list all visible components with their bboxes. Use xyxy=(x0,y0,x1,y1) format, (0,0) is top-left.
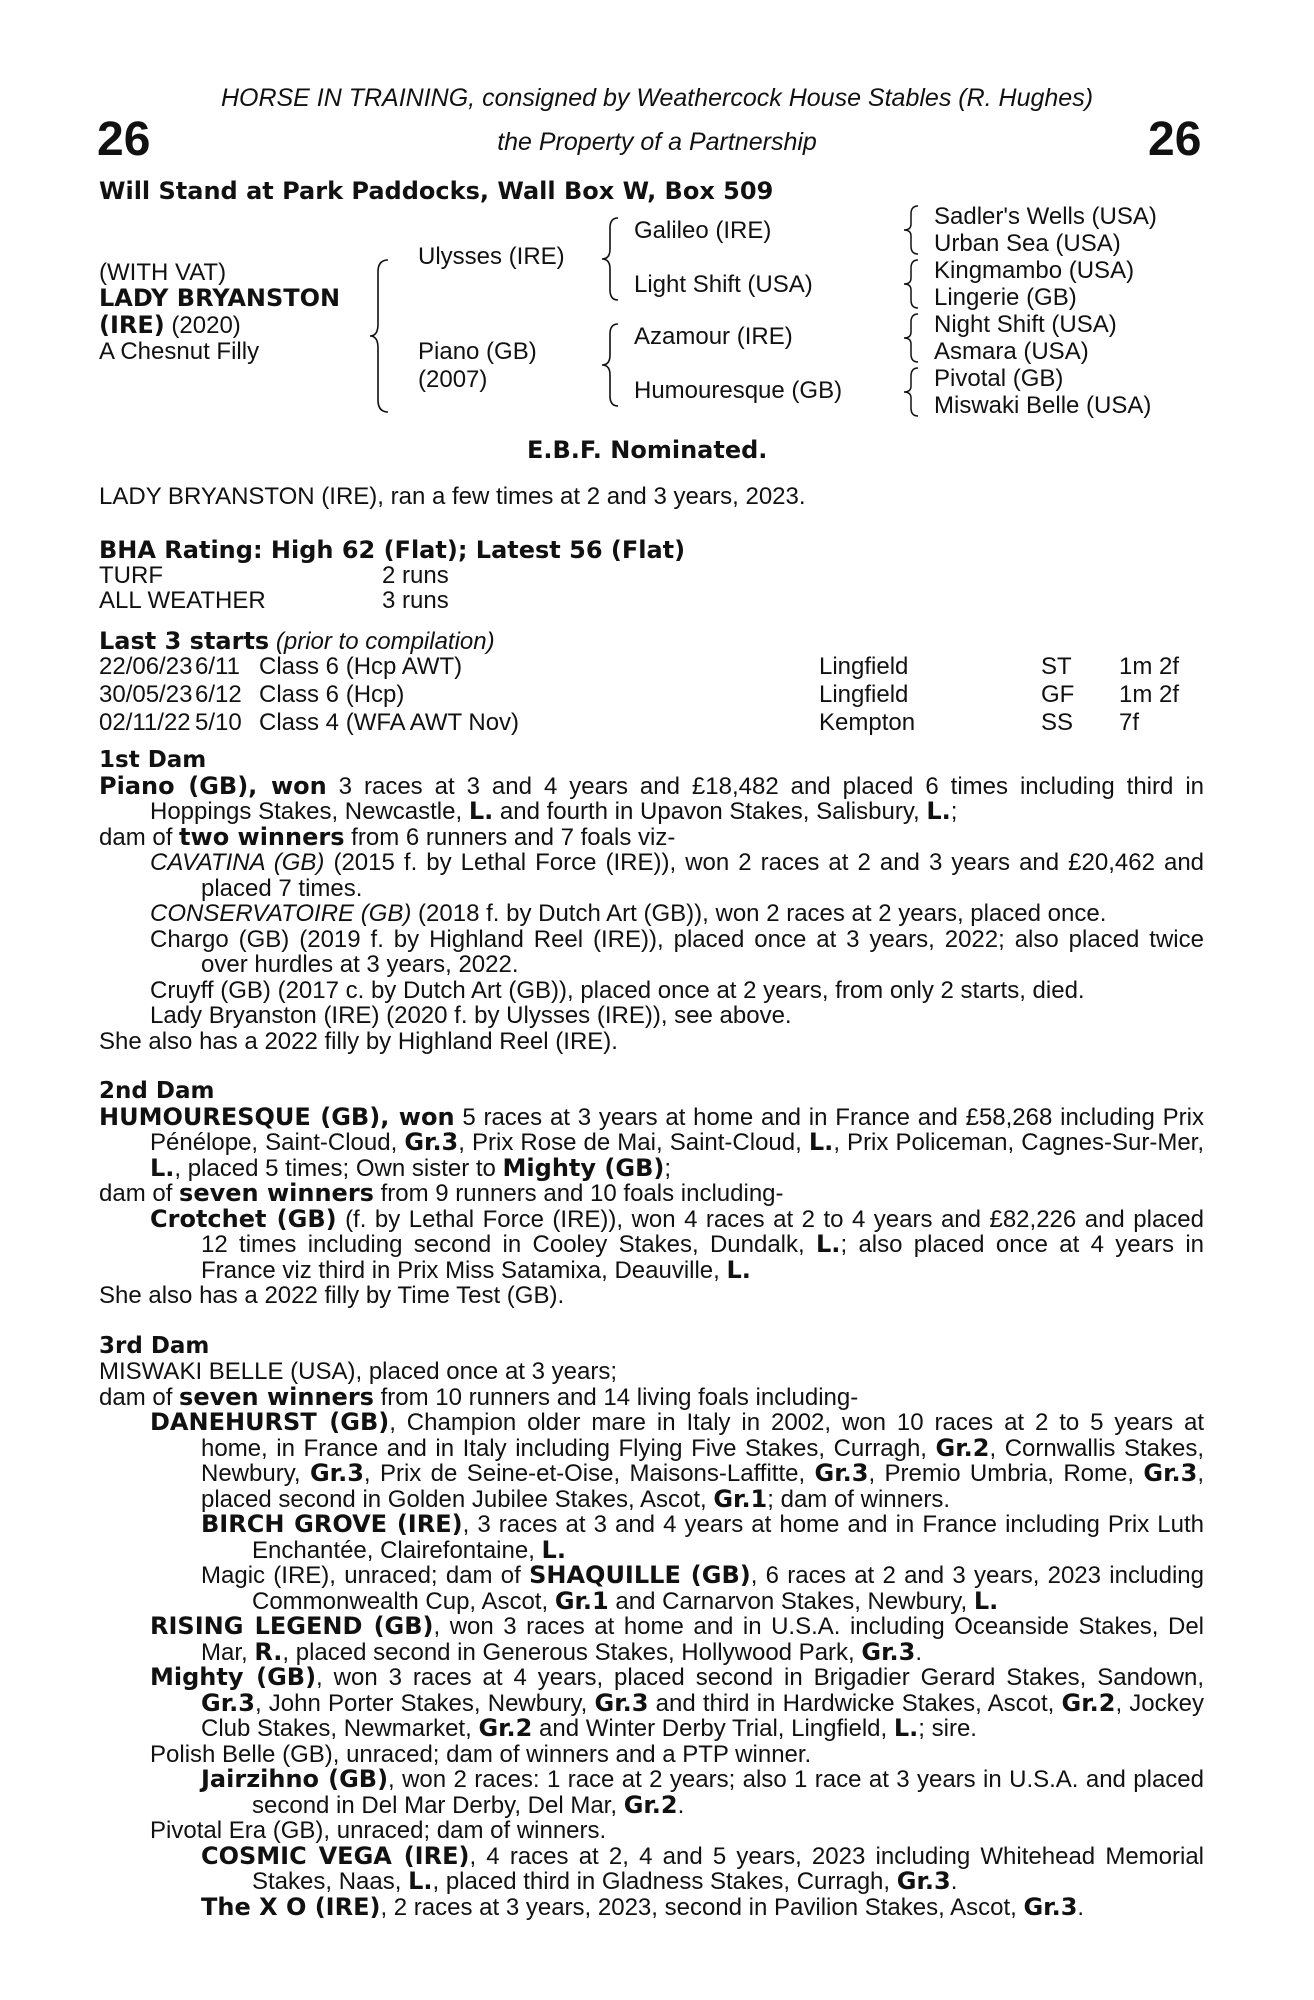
start-course: Lingfield xyxy=(819,681,909,708)
pedigree-sire-dam: Light Shift (USA) xyxy=(634,271,813,298)
lot-number-left: 26 xyxy=(97,113,151,166)
property-line: the Property of a Partnership xyxy=(497,128,817,156)
pedigree-g3-2: Urban Sea (USA) xyxy=(934,230,1121,257)
bha-rating: BHA Rating: High 62 (Flat); Latest 56 (Flat) xyxy=(99,536,686,564)
produce-cavatina: CAVATINA (GB) (2015 f. by Lethal Force (IRE)), won 2 races at 2 and 3 years and £20,462 and placed 7 times. xyxy=(150,849,1205,902)
pedigree-brace-dam xyxy=(602,322,622,408)
ebf-nominated: E.B.F. Nominated. xyxy=(527,436,768,464)
produce-lady-bryanston: Lady Bryanston (IRE) (2020 f. by Ulysses (IRE)), see above. xyxy=(150,1002,792,1029)
pedigree-dam-sire: Azamour (IRE) xyxy=(634,323,793,350)
start-distance: 7f xyxy=(1119,709,1140,736)
pedigree-g3-3: Kingmambo (USA) xyxy=(934,257,1135,284)
start-race: Class 4 (WFA AWT Nov) xyxy=(259,709,520,736)
first-dam-won: won xyxy=(270,771,327,800)
lot-number-right: 26 xyxy=(1148,113,1202,166)
produce-birch-grove: BIRCH GROVE (IRE), 3 races at 3 and 4 years at home and in France including Prix Luth Enchantée, Clairefontaine, L. xyxy=(201,1510,1204,1564)
race-summary: LADY BRYANSTON (IRE), ran a few times at 2 and 3 years, 2023. xyxy=(99,483,806,510)
produce-chargo: Chargo (GB) (2019 f. by Highland Reel (IRE)), placed once at 3 years, 2022; also placed twice over hurdles at 3 years, 2022. xyxy=(150,925,1204,978)
stand-location: Will Stand at Park Paddocks, Wall Box W, Box 509 xyxy=(99,177,774,205)
rating-turf-runs: 2 runs xyxy=(382,562,449,589)
start-going: SS xyxy=(1041,709,1074,736)
pedigree-brace-main xyxy=(370,258,394,414)
second-dam-also: She also has a 2022 filly by Time Test (GB). xyxy=(99,1282,565,1309)
first-dam-produce-summary: dam of two winners from 6 runners and 7 foals viz- xyxy=(99,822,676,851)
horse-suffix: (IRE) xyxy=(99,311,165,339)
vat-note: (WITH VAT) xyxy=(99,259,227,286)
start-date: 02/11/22 xyxy=(99,709,191,736)
pedigree-brace-sire xyxy=(602,216,622,302)
pedigree-g3-5: Night Shift (USA) xyxy=(934,311,1117,338)
last-starts-note: (prior to compilation) xyxy=(275,628,495,655)
start-race: Class 6 (Hcp AWT) xyxy=(259,653,463,680)
pedigree-brace-g3-1 xyxy=(904,204,920,256)
pedigree-g3-1: Sadler's Wells (USA) xyxy=(934,203,1157,230)
rating-turf-label: TURF xyxy=(99,562,163,589)
produce-mighty: Mighty (GB), won 3 races at 4 years, placed second in Brigadier Gerard Stakes, Sandown, Gr.3, John Porter Stakes, Newbury, Gr.3 and third in Hardwicke Stakes, Ascot, Gr.2, Jockey Club Stakes, Newmarket, Gr.2 and Winter Derby Trial, Lingfield, L.; sire. xyxy=(150,1663,1205,1742)
horse-description: A Chesnut Filly xyxy=(99,338,260,365)
third-dam-record: MISWAKI BELLE (USA), placed once at 3 years; xyxy=(99,1358,617,1385)
produce-the-x-o: The X O (IRE), 2 races at 3 years, 2023, second in Pavilion Stakes, Ascot, Gr.3. xyxy=(201,1892,1085,1921)
start-race: Class 6 (Hcp) xyxy=(259,681,405,708)
produce-pivotal-era: Pivotal Era (GB), unraced; dam of winners. xyxy=(150,1817,607,1844)
pedigree-dam-dam: Humouresque (GB) xyxy=(634,377,843,404)
second-dam-produce-summary: dam of seven winners from 9 runners and 10 foals including- xyxy=(99,1179,784,1207)
pedigree-g3-8: Miswaki Belle (USA) xyxy=(934,392,1152,419)
start-position: 6/12 xyxy=(195,681,242,708)
third-dam-produce-summary: dam of seven winners from 10 runners and 14 living foals including- xyxy=(99,1382,859,1411)
produce-polish-belle: Polish Belle (GB), unraced; dam of winners and a PTP winner. xyxy=(150,1740,812,1768)
second-dam-record: HUMOURESQUE (GB), won 5 races at 3 years at home and in France and £58,268 including Prix Pénélope, Saint-Cloud, Gr.3, Prix Rose de Mai, Saint-Cloud, L., Prix Policeman, Cagnes-Sur-Mer, L., placed 5 times; Own sister to Mighty (GB); xyxy=(99,1102,1205,1182)
table-row xyxy=(99,653,1179,681)
first-dam-title: 1st Dam xyxy=(99,747,207,773)
table-row xyxy=(99,709,1179,737)
horse-year: (2020) xyxy=(171,312,241,339)
start-position: 5/10 xyxy=(195,709,242,736)
rating-aw-label: ALL WEATHER xyxy=(99,587,266,614)
horse-suffix-year xyxy=(99,312,241,339)
start-course: Kempton xyxy=(819,709,916,736)
consignor-line: HORSE IN TRAINING, consigned by Weathercock House Stables (R. Hughes) xyxy=(220,84,1094,112)
table-row xyxy=(99,681,1179,709)
produce-conservatoire: CONSERVATOIRE (GB) (2018 f. by Dutch Art (GB)), won 2 races at 2 years, placed once. xyxy=(150,900,1107,927)
third-dam-title: 3rd Dam xyxy=(99,1332,210,1359)
start-distance: 1m 2f xyxy=(1119,681,1180,708)
pedigree-dam-year: (2007) xyxy=(418,366,488,393)
start-distance: 1m 2f xyxy=(1119,653,1180,680)
pedigree-g3-6: Asmara (USA) xyxy=(934,338,1089,365)
dam-sections xyxy=(99,748,1204,1920)
produce-cosmic-vega: COSMIC VEGA (IRE), 4 races at 2, 4 and 5 years, 2023 including Whitehead Memorial Stakes, Naas, L., placed third in Gladness Stakes, Curragh, Gr.3. xyxy=(201,1841,1205,1895)
pedigree-dam: Piano (GB) xyxy=(418,338,537,365)
produce-rising-legend: RISING LEGEND (GB), won 3 races at home and in U.S.A. including Oceanside Stakes, Del Mar, R., placed second in Generous Stakes, Hollywood Park, Gr.3. xyxy=(150,1612,1204,1666)
pedigree-brace-g3-2 xyxy=(904,258,920,310)
second-dam-title: 2nd Dam xyxy=(99,1078,215,1104)
rating-aw-runs: 3 runs xyxy=(382,587,449,614)
produce-cruyff: Cruyff (GB) (2017 c. by Dutch Art (GB)), placed once at 2 years, from only 2 starts, died. xyxy=(150,976,1085,1004)
first-dam-also: She also has a 2022 filly by Highland Reel (IRE). xyxy=(99,1027,618,1055)
start-position: 6/11 xyxy=(195,653,240,680)
start-course: Lingfield xyxy=(819,653,909,680)
produce-magic: Magic (IRE), unraced; dam of SHAQUILLE (GB), 6 races at 2 and 3 years, 2023 including Commonwealth Cup, Ascot, Gr.1 and Carnarvon Stakes, Newbury, L. xyxy=(201,1561,1205,1615)
last-starts-heading xyxy=(99,629,495,655)
pedigree-brace-g3-4 xyxy=(904,366,920,418)
horse-name: LADY BRYANSTON xyxy=(99,284,341,312)
pedigree-g3-4: Lingerie (GB) xyxy=(934,284,1077,311)
start-going: ST xyxy=(1041,653,1072,680)
pedigree-sire-sire: Galileo (IRE) xyxy=(634,217,772,244)
last-starts-table xyxy=(99,653,1179,737)
start-date: 30/05/23 xyxy=(99,681,193,708)
first-dam-record: Piano (GB), won 3 races at 3 and 4 years and £18,482 and placed 6 times including third in Hoppings Stakes, Newcastle, L. and fourth in Upavon Stakes, Salisbury, L.; xyxy=(99,771,1204,825)
first-dam-name: Piano (GB) xyxy=(99,771,249,800)
pedigree-sire: Ulysses (IRE) xyxy=(418,243,565,270)
produce-danehurst: DANEHURST (GB), Champion older mare in Italy in 2002, won 10 races at 2 to 5 years at home, in France and in Italy including Flying Five Stakes, Curragh, Gr.2, Cornwallis Stakes, Newbury, Gr.3, Prix de Seine-et-Oise, Maisons-Laffitte, Gr.3, Premio Umbria, Rome, Gr.3, placed second in Golden Jubilee Stakes, Ascot, Gr.1; dam of winners. xyxy=(150,1408,1204,1513)
produce-crotchet: Crotchet (GB) (f. by Lethal Force (IRE)), won 4 races at 2 to 4 years and £82,226 and placed 12 times including second in Cooley Stakes, Dundalk, L.; also placed once at 4 years in France viz third in Prix Miss Satamixa, Deauville, L. xyxy=(150,1204,1204,1284)
pedigree-brace-g3-3 xyxy=(904,312,920,364)
start-date: 22/06/23 xyxy=(99,653,193,680)
last-starts-title: Last 3 starts xyxy=(99,627,270,655)
start-going: GF xyxy=(1041,681,1075,708)
produce-jairzihno: Jairzihno (GB), won 2 races: 1 race at 2 years; also 1 race at 3 years in U.S.A. and placed second in Del Mar Derby, Del Mar, Gr.2. xyxy=(201,1765,1204,1819)
pedigree-g3-7: Pivotal (GB) xyxy=(934,365,1064,392)
